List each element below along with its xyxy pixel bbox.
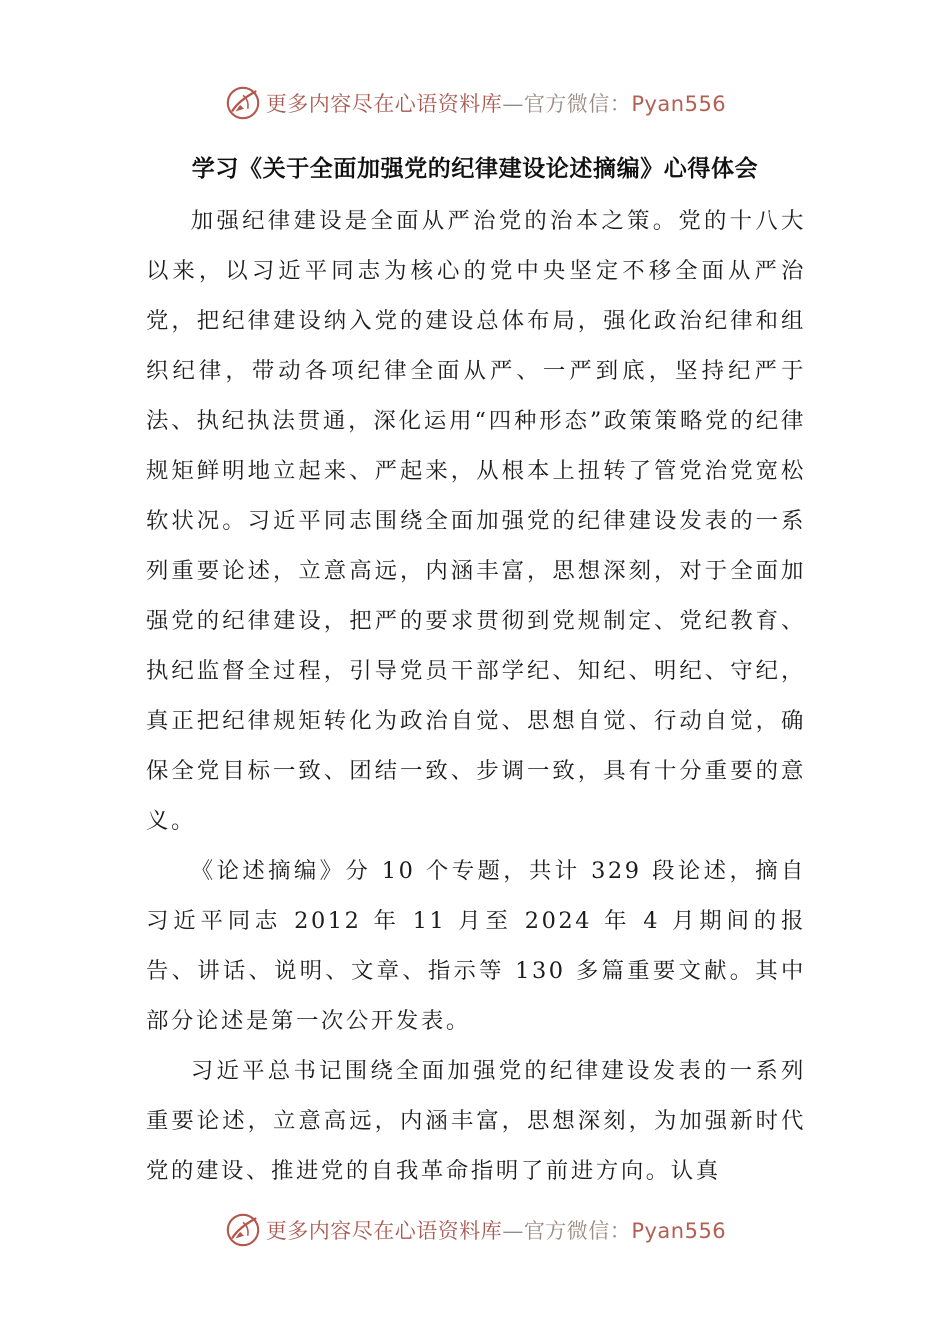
paragraph-2: 《论述摘编》分 10 个专题，共计 329 段论述，摘自习近平同志 2012 年 11 月至 2024 年 4 月期间的报告、讲话、说明、文章、指示等 130 多篇重要文献。其中部分论述是第一次公开发表。 [146,858,806,1034]
document-body [146,196,806,1196]
paragraph-1: 加强纪律建设是全面从严治党的治本之策。党的十八大以来，以习近平同志为核心的党中央坚定不移全面从严治党，把纪律建设纳入党的建设总体布局，强化政治纪律和组织纪律，带动各项纪律全面从严、一严到底，坚持纪严于法、执纪执法贯通，深化运用“四种形态”政策策略党的纪律规矩鲜明地立起来、严起来，从根本上扭转了管党治党宽松软状况。习近平同志围绕全面加强党的纪律建设发表的一系列重要论述，立意高远，内涵丰富，思想深刻，对于全面加强党的纪律建设，把严的要求贯彻到党规制定、党纪教育、执纪监督全过程，引导党员干部学纪、知纪、明纪、守纪，真正把纪律规矩转化为政治自觉、思想自觉、行动自觉，确保全党目标一致、团结一致、步调一致，具有十分重要的意义。 [146,208,806,834]
footer-banner [0,1205,950,1255]
pen-logo-icon [224,1211,262,1249]
banner-text [266,1215,726,1245]
paragraph-3: 习近平总书记围绕全面加强党的纪律建设发表的一系列重要论述，立意高远，内涵丰富，思想深刻，为加强新时代党的建设、推进党的自我革命指明了前进方向。认真 [146,1058,806,1184]
banner-text [266,88,726,118]
banner-main-text: 更多内容尽在心语资料库 [265,92,503,116]
banner-separator: — [502,92,524,116]
banner-wechat-id: Pyan556 [631,92,727,116]
document-title: 学习《关于全面加强党的纪律建设论述摘编》心得体会 [191,156,759,182]
header-banner [0,78,950,128]
banner-wechat-label: 官方微信： [523,1219,632,1243]
banner-main-text: 更多内容尽在心语资料库 [265,1219,503,1243]
banner-wechat-id: Pyan556 [631,1219,727,1243]
banner-wechat-label: 官方微信： [523,92,632,116]
banner-separator: — [502,1219,524,1243]
pen-logo-icon [224,84,262,122]
